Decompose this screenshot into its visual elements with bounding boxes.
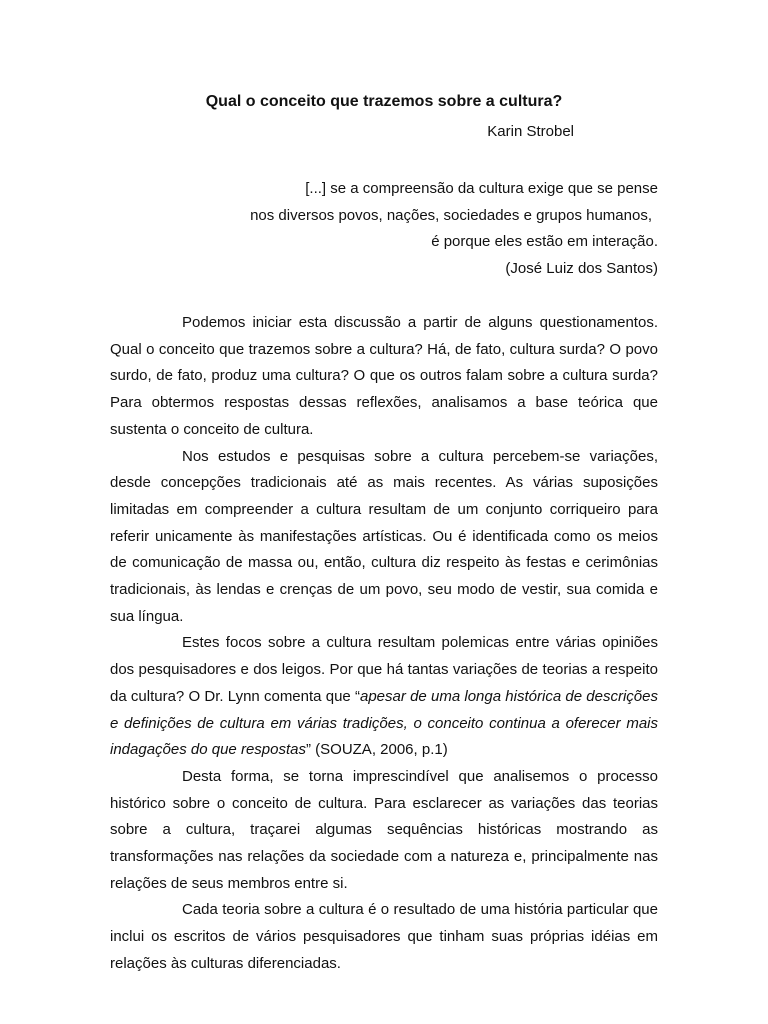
epigraph-line: [...] se a compreensão da cultura exige que se pense xyxy=(305,180,658,197)
paragraph: Desta forma, se torna imprescindível que analisemos o processo histórico sobre o conceito de cultura. Para esclarecer as variações das teorias sobre a cultura, traçarei algumas sequências históricas mostrando as transformações nas relações da sociedade com a natureza e, principalmente nas relações de seus membros entre si. xyxy=(110,767,658,892)
document-body xyxy=(110,310,658,978)
author-name: Karin Strobel xyxy=(487,123,574,140)
document-title: Qual o conceito que trazemos sobre a cultura? xyxy=(205,93,563,110)
citation: ” (SOUZA, 2006, p.1) xyxy=(305,741,448,759)
paragraph: Cada teoria sobre a cultura é o resultado de uma história particular que inclui os escritos de vários pesquisadores que tinham suas próprias idéias em relações às culturas diferenciadas. xyxy=(110,901,658,972)
paragraph-with-quote xyxy=(110,630,658,764)
epigraph-line: é porque eles estão em interação. xyxy=(431,233,658,250)
epigraph-quote xyxy=(98,178,658,284)
epigraph-attribution: (José Luiz dos Santos) xyxy=(505,259,658,277)
quoted-text: apesar de uma longa histórica de descrições e definições de cultura em várias tradições, o conceito continua a oferecer mais indagações do que respostas xyxy=(110,687,658,759)
paragraph: Nos estudos e pesquisas sobre a cultura percebem-se variações, desde concepções tradicionais até as mais recentes. As várias suposições limitadas em compreender a cultura resultam de um conjunto corriqueiro para referir unicamente às manifestações artísticas. Ou é identificada como os meios de comunicação de massa ou, então, cultura diz respeito às festas e cerimônias tradicionais, às lendas e crenças de um povo, seu modo de vestir, sua comida e sua língua. xyxy=(110,447,658,625)
paragraph: Podemos iniciar esta discussão a partir de alguns questionamentos. Qual o conceito que trazemos sobre a cultura? Há, de fato, cultura surda? O povo surdo, de fato, produz uma cultura? O que os outros falam sobre a cultura surda? Para obtermos respostas dessas reflexões, analisamos a base teórica que sustenta o conceito de cultura. xyxy=(110,314,658,438)
epigraph-line: nos diversos povos, nações, sociedades e grupos humanos, xyxy=(250,206,652,224)
paragraph-text: Estes focos sobre a cultura resultam polemicas entre várias opiniões dos pesquisadores e dos leigos. Por que há tantas variações de teorias a respeito da cultura? O Dr. Lynn comenta que “ xyxy=(110,634,658,705)
